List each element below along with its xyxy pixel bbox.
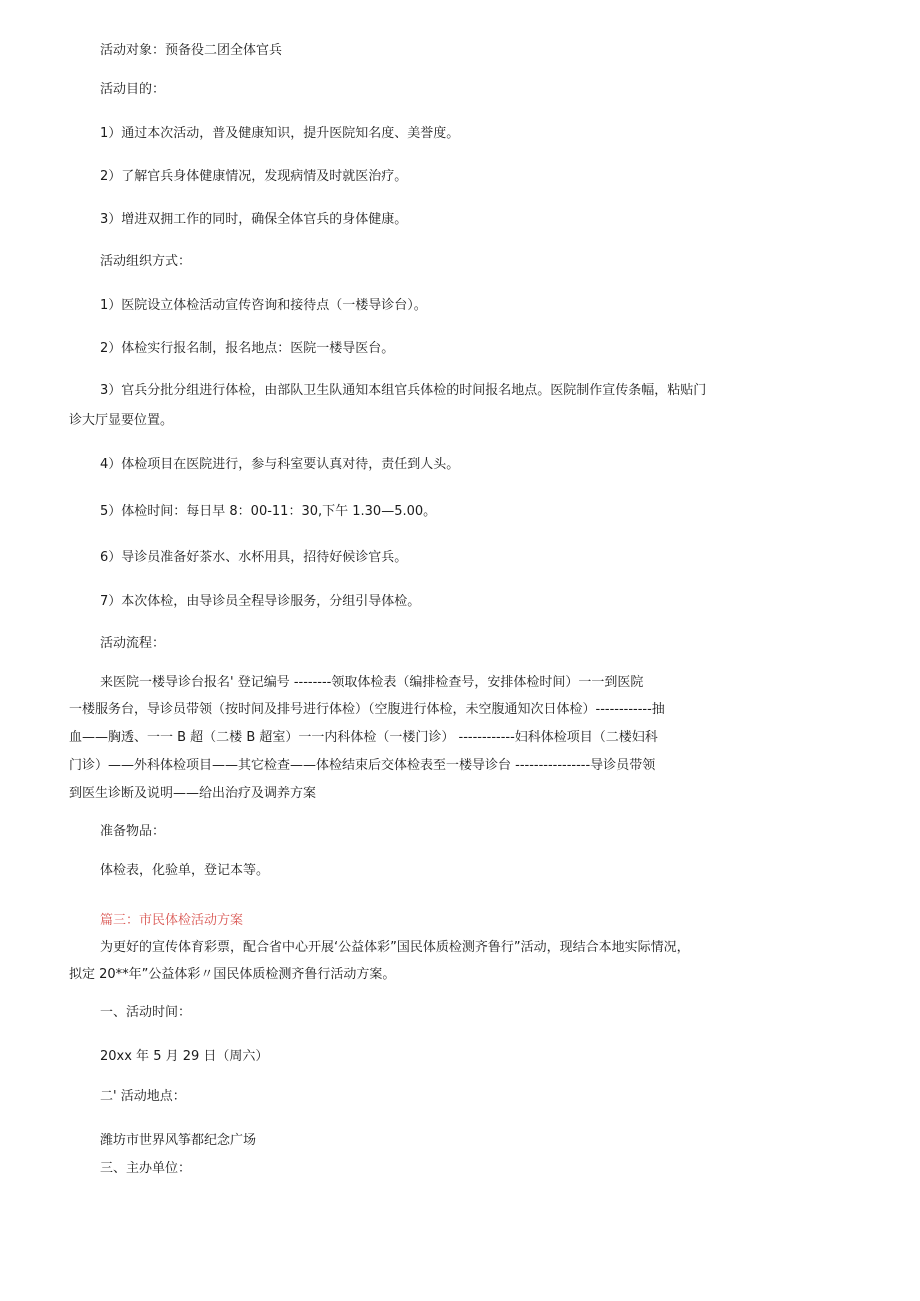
organization-label: 活动组织方式： xyxy=(100,254,192,269)
organization-item-3: 3）官兵分批分组进行体检，由部队卫生队通知本组官兵体检的时间报名地点。医院制作宣传条幅，粘贴门 xyxy=(100,383,707,398)
purpose-item-2: 2）了解官兵身体健康情况，发现病情及时就医治疗。 xyxy=(100,169,408,184)
organization-item-3-cont: 诊大厅显要位置。 xyxy=(69,413,174,428)
purpose-item-3: 3）增进双拥工作的同时，确保全体官兵的身体健康。 xyxy=(100,212,408,227)
organization-item-2: 2）体检实行报名制，报名地点：医院一楼导医台。 xyxy=(100,341,395,356)
section-heading: 篇三：市民体检活动方案 xyxy=(100,913,244,928)
process-text-4: 门诊）——外科体检项目——其它检查——体检结束后交体检表至一楼导诊台 ----------------导诊员带领 xyxy=(69,758,656,773)
supplies-label: 准备物品： xyxy=(100,824,166,839)
process-text-5: 到医生诊断及说明——给出治疗及调养方案 xyxy=(69,786,317,801)
organizer-label: 三、主办单位： xyxy=(100,1161,192,1176)
supplies-text: 体检表，化验单，登记本等。 xyxy=(100,863,270,878)
location-label: 二' 活动地点： xyxy=(100,1089,186,1104)
purpose-item-1: 1）通过本次活动，普及健康知识，提升医院知名度、美誉度。 xyxy=(100,126,460,141)
organization-item-4: 4）体检项目在医院进行，参与科室要认真对待，责任到人头。 xyxy=(100,457,460,472)
intro-text-1: 为更好的宣传体育彩票，配合省中心开展‘公益体彩”国民体质检测齐鲁行”活动，现结合本地实际情况， xyxy=(100,940,690,955)
process-text-1: 来医院一楼导诊台报名' 登记编号 --------领取体检表（编排检查号，安排体检时间）一一到医院 xyxy=(100,675,644,690)
location-value: 潍坊市世界风筝都纪念广场 xyxy=(100,1133,257,1148)
organization-item-6: 6）导诊员准备好茶水、水杯用具，招待好候诊官兵。 xyxy=(100,550,408,565)
organization-item-1: 1）医院设立体检活动宣传咨询和接待点（一楼导诊台）。 xyxy=(100,298,427,313)
process-label: 活动流程： xyxy=(100,636,166,651)
purpose-label: 活动目的： xyxy=(100,82,166,97)
intro-text-2: 拟定 20**年”公益体彩〃国民体质检测齐鲁行活动方案。 xyxy=(69,967,396,982)
organization-item-5: 5）体检时间：每日早 8：00-11：30,下午 1.30—5.00。 xyxy=(100,504,437,519)
target-audience: 活动对象：预备役二团全体官兵 xyxy=(100,43,283,58)
time-label: 一、活动时间： xyxy=(100,1005,192,1020)
process-text-3: 血——胸透、一一 B 超（二楼 B 超室）一一内科体检（一楼门诊） ------------妇科体检项目（二楼妇科 xyxy=(69,730,658,745)
process-text-2: 一楼服务台，导诊员带领（按时间及排号进行体检）（空腹进行体检，未空腹通知次日体检）------------抽 xyxy=(69,702,665,717)
time-value: 20xx 年 5 月 29 日（周六） xyxy=(100,1049,269,1064)
organization-item-7: 7）本次体检，由导诊员全程导诊服务，分组引导体检。 xyxy=(100,594,421,609)
